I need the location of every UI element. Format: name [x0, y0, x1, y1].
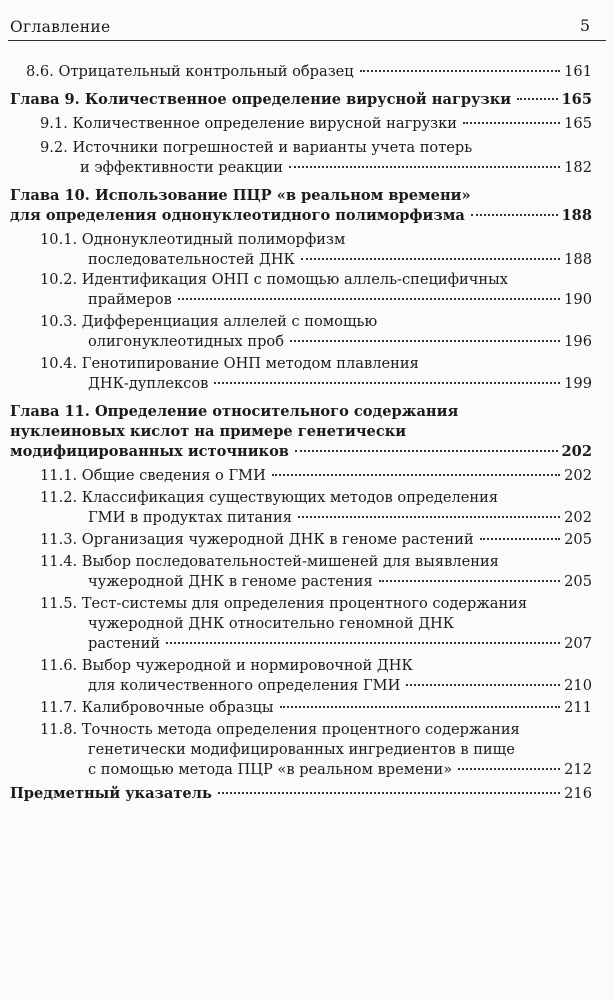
toc-entry-continuation[interactable] [88, 740, 515, 760]
entry-page: 212 [564, 761, 592, 778]
entry-title: Выбор чужеродной и нормировочной ДНК [81, 657, 413, 674]
leader-dots [290, 340, 560, 342]
entry-page: 202 [564, 509, 592, 526]
toc-entry-continuation[interactable] [80, 158, 592, 178]
toc-entry-line[interactable] [40, 270, 508, 290]
entry-title: Генотипирование ОНП методом плавления [81, 355, 419, 372]
entry-title: Точность метода определения процентного содержания [81, 721, 520, 738]
entry-page: 190 [564, 291, 592, 308]
leader-dots [301, 258, 560, 260]
toc-index[interactable] [10, 784, 592, 804]
entry-title: чужеродной ДНК в геноме растения [88, 573, 373, 590]
entry-title: праймеров [88, 291, 172, 308]
entry-page: 205 [564, 531, 592, 548]
leader-dots [214, 382, 560, 384]
toc-entry[interactable] [40, 466, 592, 486]
leader-dots [272, 474, 560, 476]
entry-title: с помощью метода ПЦР «в реальном времени» [88, 761, 453, 778]
toc-entry-line[interactable] [40, 552, 499, 572]
chapter-title: для определения однонуклеотидного полиморфизма [10, 207, 465, 224]
entry-page: 207 [564, 635, 592, 652]
leader-dots [178, 298, 560, 300]
toc-chapter[interactable] [10, 90, 592, 110]
section-number: 11.2. [40, 489, 78, 506]
chapter-title: нуклеиновых кислот на примере генетически [10, 423, 407, 440]
toc-entry-continuation[interactable] [88, 508, 592, 528]
leader-dots [379, 580, 560, 582]
section-number: 9.2. [40, 139, 68, 156]
section-number: 9.1. [40, 115, 68, 132]
entry-page: 199 [564, 375, 592, 392]
entry-page: 165 [561, 91, 592, 108]
toc-entry-continuation[interactable] [88, 332, 592, 352]
header-title: Оглавление [10, 18, 111, 36]
entry-page: 196 [564, 333, 592, 350]
leader-dots [295, 450, 558, 452]
entry-title: Однонуклеотидный полиморфизм [81, 231, 346, 248]
entry-title: и эффективности реакции [80, 159, 283, 176]
section-number: 11.6. [40, 657, 78, 674]
entry-page: 216 [564, 785, 592, 802]
entry-title: чужеродной ДНК относительно геномной ДНК [88, 615, 455, 632]
entry-title: для количественного определения ГМИ [88, 677, 401, 694]
toc-entry-line[interactable] [40, 488, 498, 508]
entry-title: Количественное определение вирусной нагрузки [72, 115, 457, 132]
entry-title: Источники погрешностей и варианты учета потерь [72, 139, 473, 156]
entry-title: Выбор последовательностей-мишеней для выявления [81, 553, 499, 570]
toc-entry-continuation[interactable] [88, 374, 592, 394]
entry-page: 165 [564, 115, 592, 132]
toc-entry-continuation[interactable] [88, 290, 592, 310]
leader-dots [480, 538, 560, 540]
index-title: Предметный указатель [10, 785, 212, 802]
page-number: 5 [579, 16, 590, 35]
entry-page: 182 [564, 159, 592, 176]
entry-title: Калибровочные образцы [81, 699, 274, 716]
entry-page: 161 [564, 63, 592, 80]
section-number: 10.1. [40, 231, 78, 248]
chapter-title: модифицированных источников [10, 443, 289, 460]
leader-dots [289, 166, 560, 168]
entry-title: растений [88, 635, 161, 652]
entry-title: Общие сведения о ГМИ [81, 467, 266, 484]
chapter-title: Глава 11. Определение относительного содержания [10, 403, 459, 420]
leader-dots [458, 768, 560, 770]
leader-dots [298, 516, 560, 518]
toc-entry-line[interactable] [40, 138, 472, 158]
toc-entry[interactable] [40, 530, 592, 550]
entry-page: 211 [564, 699, 592, 716]
entry-title: последовательностей ДНК [88, 251, 295, 268]
toc-entry-line[interactable] [40, 656, 413, 676]
toc-entry[interactable] [40, 698, 592, 718]
toc-entry-continuation[interactable] [88, 250, 592, 270]
toc-entry-line[interactable] [40, 312, 377, 332]
toc-entry-line[interactable] [40, 354, 419, 374]
entry-title: ГМИ в продуктах питания [88, 509, 292, 526]
toc-chapter-continuation[interactable] [10, 206, 592, 226]
entry-page: 210 [564, 677, 592, 694]
entry-page: 188 [564, 251, 592, 268]
section-number: 11.5. [40, 595, 78, 612]
section-number: 8.6. [26, 63, 54, 80]
leader-dots [406, 684, 560, 686]
leader-dots [463, 122, 560, 124]
entry-title: ДНК-дуплексов [88, 375, 209, 392]
toc-entry-line[interactable] [40, 720, 520, 740]
chapter-title: Глава 10. Использование ПЦР «в реальном времени» [10, 187, 471, 204]
toc-entry-line[interactable] [40, 230, 345, 250]
toc-entry-continuation[interactable] [88, 614, 454, 634]
running-header [8, 14, 606, 41]
toc-entry[interactable] [40, 114, 592, 134]
section-number: 11.1. [40, 467, 78, 484]
entry-page: 202 [564, 467, 592, 484]
toc-entry-continuation[interactable] [88, 676, 592, 696]
toc-entry-continuation[interactable] [88, 634, 592, 654]
entry-title: Организация чужеродной ДНК в геноме растений [81, 531, 474, 548]
entry-title: олигонуклеотидных проб [88, 333, 284, 350]
section-number: 11.8. [40, 721, 78, 738]
entry-page: 188 [561, 207, 592, 224]
toc-entry-continuation[interactable] [88, 572, 592, 592]
leader-dots [517, 98, 557, 100]
section-number: 10.3. [40, 313, 78, 330]
chapter-title: Глава 9. Количественное определение вирусной нагрузки [10, 91, 512, 108]
section-number: 10.4. [40, 355, 78, 372]
entry-title: Отрицательный контрольный образец [58, 63, 354, 80]
entry-page: 202 [561, 443, 592, 460]
leader-dots [360, 70, 560, 72]
leader-dots [166, 642, 560, 644]
entry-title: Тест-системы для определения процентного содержания [81, 595, 528, 612]
leader-dots [280, 706, 561, 708]
entry-title: Идентификация ОНП с помощью аллель-специфичных [81, 271, 509, 288]
toc-entry-line[interactable] [40, 594, 527, 614]
entry-title: генетически модифицированных ингредиентов в пище [88, 741, 515, 758]
section-number: 10.2. [40, 271, 78, 288]
toc-chapter-continuation[interactable] [10, 442, 592, 462]
entry-title: Дифференциация аллелей с помощью [81, 313, 378, 330]
toc-entry[interactable] [26, 62, 592, 82]
toc-entry-continuation[interactable] [88, 760, 592, 780]
section-number: 11.3. [40, 531, 78, 548]
toc-chapter-line[interactable] [10, 402, 458, 422]
entry-page: 205 [564, 573, 592, 590]
section-number: 11.4. [40, 553, 78, 570]
leader-dots [218, 792, 560, 794]
toc-chapter-line[interactable] [10, 186, 471, 206]
section-number: 11.7. [40, 699, 78, 716]
entry-title: Классификация существующих методов определения [81, 489, 499, 506]
leader-dots [471, 214, 558, 216]
toc-chapter-line[interactable] [10, 422, 406, 442]
